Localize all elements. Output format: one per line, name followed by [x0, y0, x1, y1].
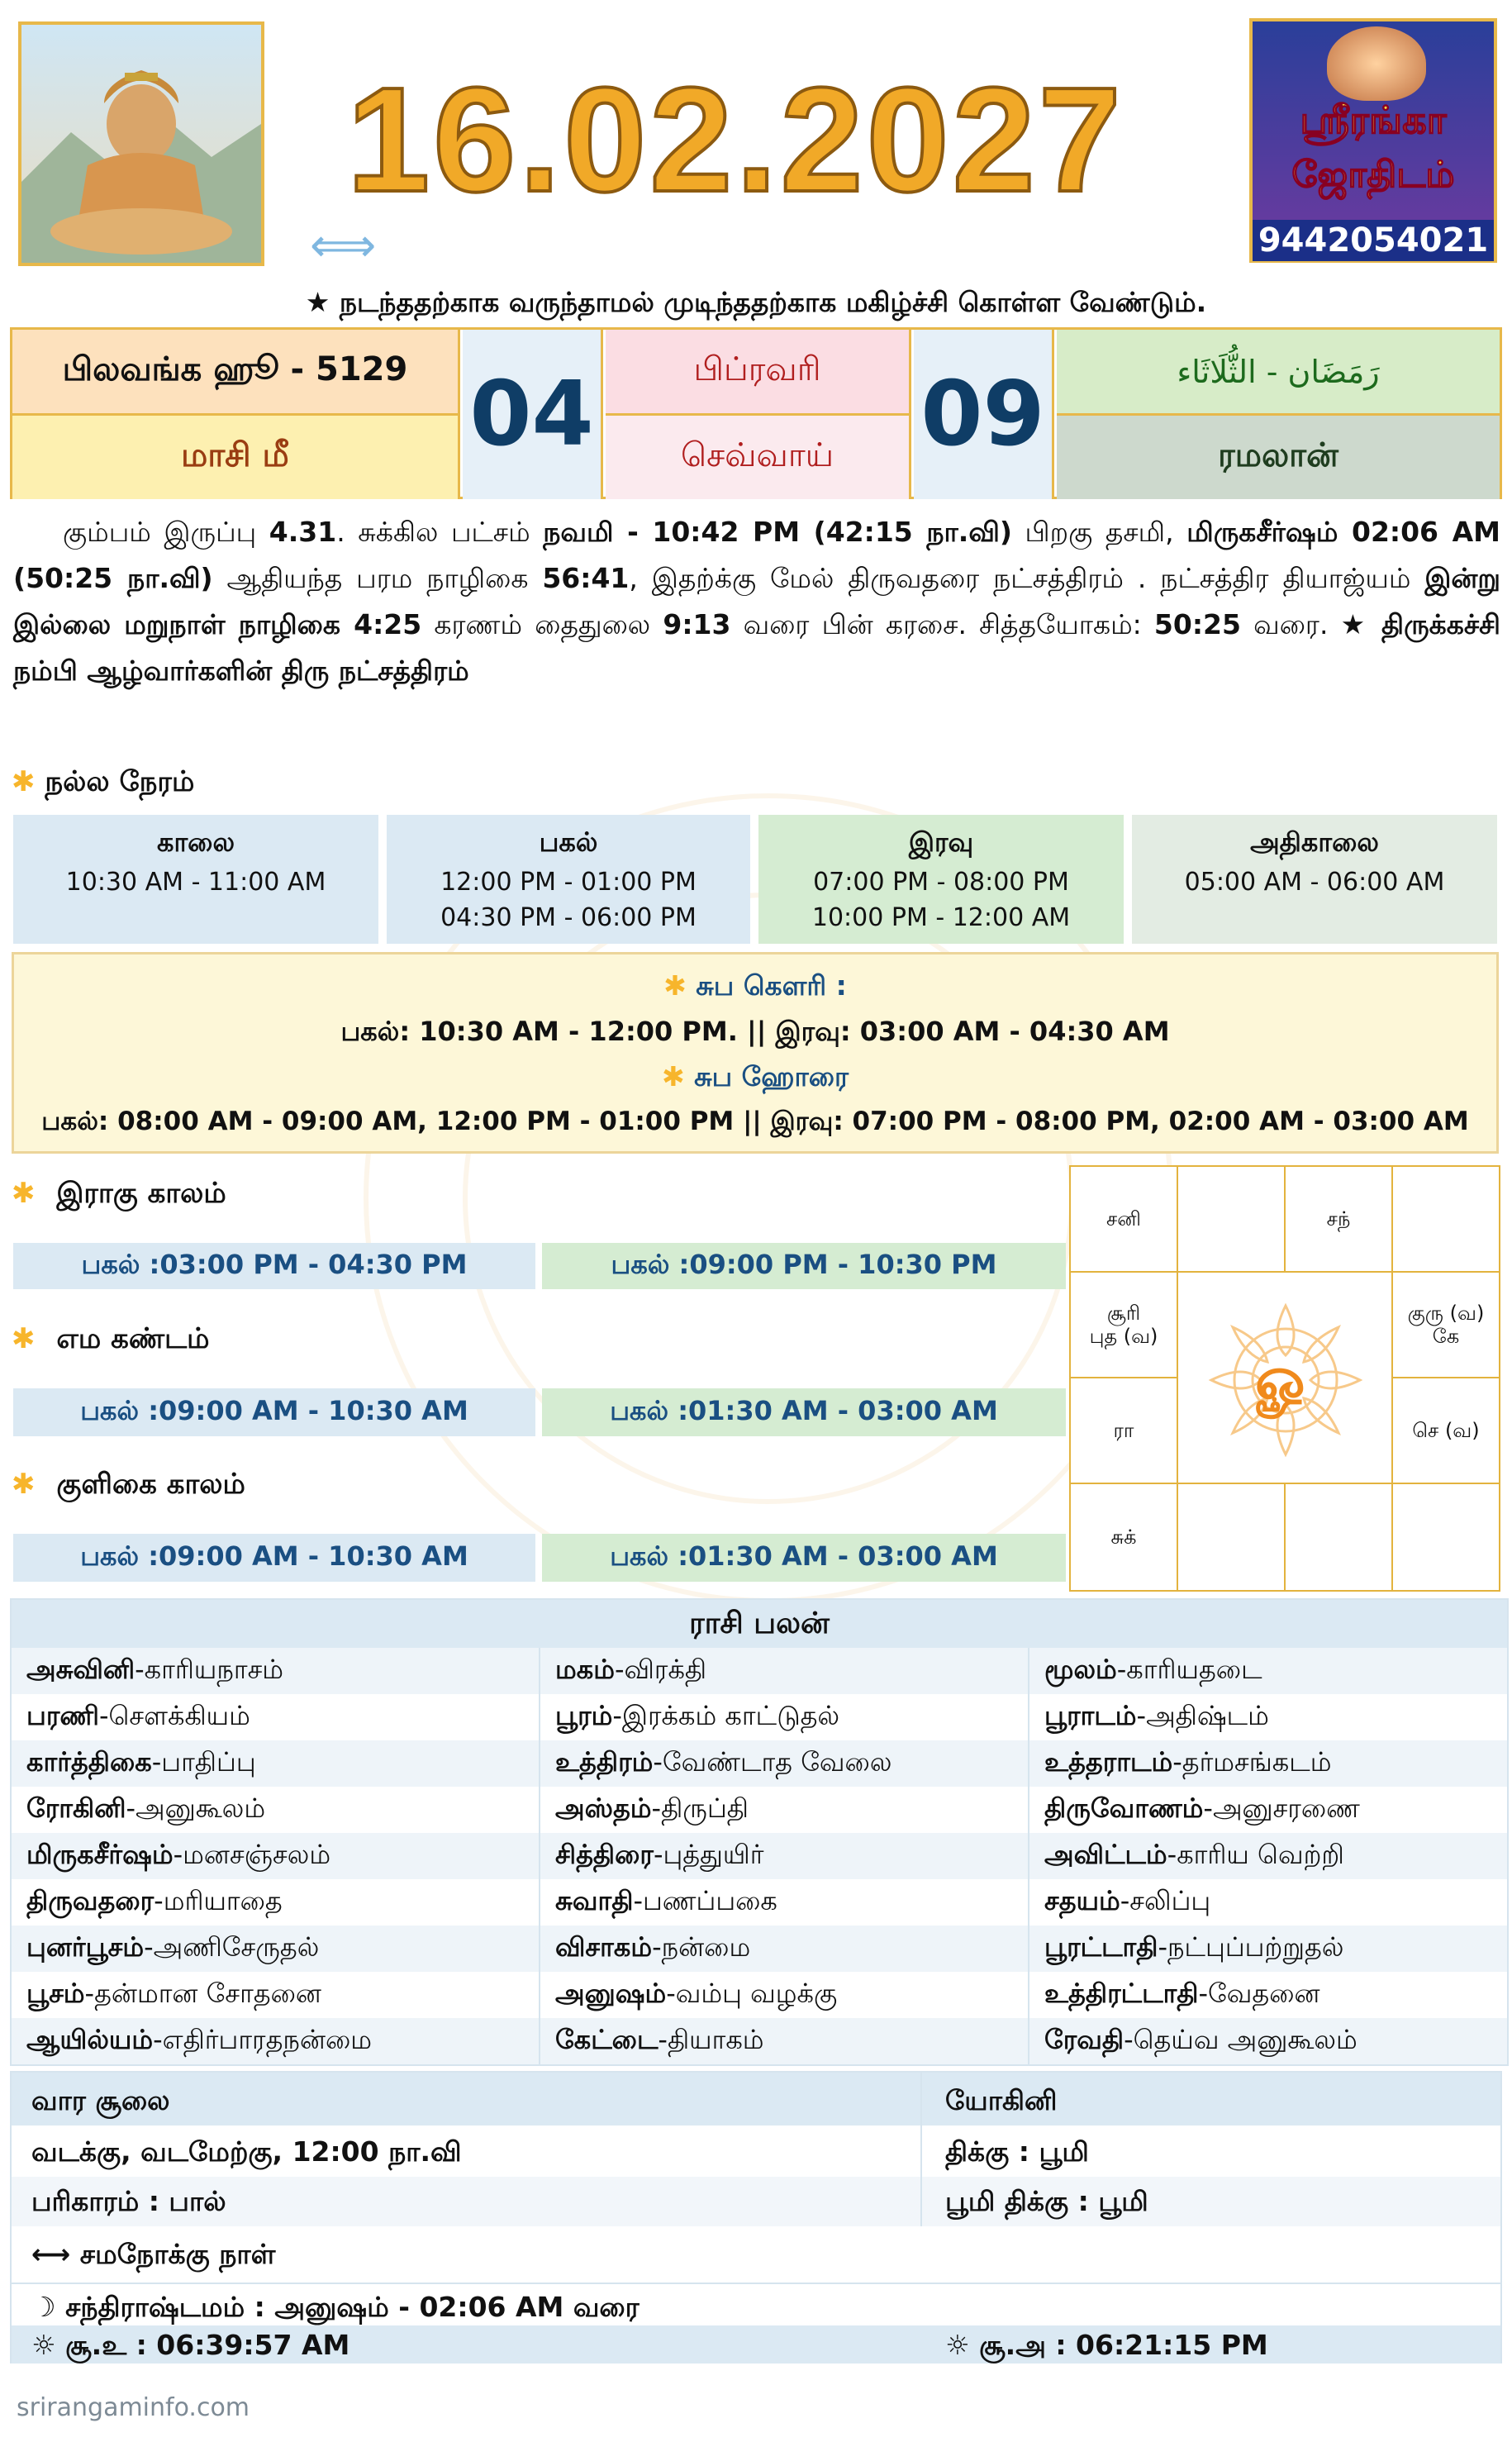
- star-name: அனுஷம்: [555, 1978, 667, 2009]
- islamic-month: ரமலான்: [1057, 416, 1500, 499]
- palan-cell: [1029, 1648, 1507, 1694]
- slot-time: 12:00 PM - 01:00 PM: [440, 868, 697, 897]
- double-arrow-icon: ⟺: [310, 219, 377, 273]
- logo-title: ஸ்ரீரங்கா: [1300, 98, 1447, 142]
- kuligai-night: பகல் :01:30 AM - 03:00 AM: [542, 1534, 1066, 1582]
- star-prediction: -சலிப்பு: [1120, 1885, 1211, 1916]
- star-name: பூரட்டாதி: [1044, 1931, 1158, 1963]
- star-name: கேட்டை: [555, 2024, 659, 2055]
- chart-budha: புத (வ): [1089, 1325, 1158, 1348]
- table-row: [12, 1926, 1507, 1972]
- chart-cell-sani: சனி: [1069, 1165, 1178, 1273]
- english-month: பிப்ரவரி: [606, 330, 911, 416]
- asterisk-icon: ✱: [12, 1468, 36, 1501]
- star-name: ரேவதி: [1044, 2024, 1124, 2055]
- gowri-box: [12, 952, 1499, 1154]
- table-row: [12, 1879, 1507, 1926]
- gowri-heading: [14, 969, 1496, 1006]
- panchangam-bold: மிருகசீர்ஷம் 02:06 AM (50:25 நா.வி): [13, 516, 1501, 594]
- star-name: மிருகசீர்ஷம்: [26, 1839, 174, 1870]
- palan-cell: [540, 1833, 1029, 1879]
- kuligai-label: குளிகை காலம்: [56, 1468, 245, 1501]
- chart-cell-empty: [1284, 1483, 1393, 1592]
- asterisk-icon: ✱: [663, 969, 687, 1002]
- weekday: செவ்வாய்: [606, 416, 911, 499]
- star-name: புனர்பூசம்: [26, 1931, 145, 1963]
- chart-cell-sev: செ (வ): [1391, 1377, 1500, 1484]
- table-row: [12, 2018, 1507, 2064]
- rasi-palan-rows: [12, 1648, 1507, 2064]
- islamic-month-arabic: رَمَضَان - الثُّلَاثَاء: [1057, 330, 1500, 416]
- slot-time: 10:30 AM - 11:00 AM: [65, 868, 326, 897]
- panchangam-bold: 56:41: [542, 562, 630, 594]
- chart-cell-guru-ke: [1391, 1271, 1500, 1378]
- palan-cell: [540, 1787, 1029, 1833]
- english-day: 09: [914, 330, 1054, 499]
- yama-night: பகல் :01:30 AM - 03:00 AM: [542, 1388, 1066, 1436]
- phone-number: 9442054021: [1253, 220, 1494, 261]
- chart-guru: குரு (வ): [1407, 1302, 1485, 1325]
- table-row: [12, 1833, 1507, 1879]
- star-prediction: -வம்பு வழக்கு: [666, 1978, 838, 2009]
- asterisk-icon: ✱: [12, 1322, 36, 1355]
- nalla-neram-label: நல்ல நேரம்: [45, 765, 195, 798]
- om-icon: ௐ: [1255, 1344, 1315, 1413]
- panchangam-bold: 9:13: [663, 608, 731, 640]
- hora-times: பகல்: 08:00 AM - 09:00 AM, 12:00 PM - 01:00 PM || இரவு: 07:00 PM - 08:00 PM, 02:00 AM - 03:00 AM: [41, 1107, 1469, 1136]
- chart-center: [1177, 1271, 1393, 1486]
- star-prediction: -பாதிப்பு: [151, 1746, 256, 1778]
- panchangam-part: , இதற்க்கு மேல் திருவதரை நட்சத்திரம் . நட்சத்திர தியாஜ்யம்: [629, 562, 1425, 594]
- palan-cell: [1029, 1833, 1507, 1879]
- slot-time: 07:00 PM - 08:00 PM: [813, 868, 1069, 897]
- rahu-label: இராகு காலம்: [56, 1177, 226, 1210]
- panchangam-text: [13, 509, 1500, 694]
- star-prediction: -பணப்பகை: [633, 1885, 777, 1916]
- star-name: அசுவினி: [26, 1654, 136, 1685]
- palan-cell: [12, 1833, 540, 1879]
- slot-label: அதிகாலை: [1250, 826, 1379, 858]
- thikku-text: திக்கு : பூமி: [945, 2135, 1089, 2168]
- star-prediction: -எதிர்பாரதநன்மை: [153, 2024, 373, 2055]
- star-name: உத்தராடம்: [1044, 1746, 1173, 1778]
- star-prediction: -அனுகூலம்: [126, 1792, 266, 1824]
- gowri-times: பகல்: 10:30 AM - 12:00 PM. || இரவு: 03:00 AM - 04:30 AM: [340, 1016, 1170, 1047]
- palan-cell: [12, 1694, 540, 1740]
- star-prediction: -மரியாதை: [154, 1885, 283, 1916]
- palan-cell: [540, 2018, 1029, 2064]
- footer-row: [12, 2073, 1500, 2125]
- star-name: கார்த்திகை: [26, 1746, 152, 1778]
- kuligai-day: பகல் :09:00 AM - 10:30 AM: [13, 1534, 535, 1582]
- slot-morning: [13, 815, 378, 944]
- star-name: பூசம்: [26, 1978, 85, 2009]
- gowri-label: சுப கௌரி :: [696, 969, 847, 1002]
- parikaram-text: பரிகாரம் : பால்: [31, 2185, 226, 2217]
- star-prediction: -விரக்தி: [614, 1654, 707, 1685]
- panchangam-part: கும்பம் இருப்பு: [63, 516, 269, 548]
- chart-cell-empty: [1177, 1483, 1286, 1592]
- star-prediction: -வேதனை: [1198, 1978, 1320, 2009]
- slot-time: 10:00 PM - 12:00 AM: [811, 903, 1071, 932]
- yama-label: எம கண்டம்: [56, 1322, 210, 1355]
- star-name: உத்திரம்: [555, 1746, 654, 1778]
- panchangam-part: வரை பின் கரசை. சித்தயோகம்:: [730, 608, 1154, 640]
- slot-label: இரவு: [908, 826, 974, 858]
- palan-cell: [540, 1926, 1029, 1972]
- direction-text: வடக்கு, வடமேற்கு, 12:00 நா.வி: [31, 2135, 462, 2168]
- star-name: மூலம்: [1044, 1654, 1117, 1685]
- saint-image: [18, 21, 264, 266]
- slot-dawn: [1132, 815, 1497, 944]
- slot-label: பகல்: [539, 826, 598, 858]
- panchangam-part: வரை. ★: [1240, 608, 1382, 640]
- star-name: பரணி: [26, 1700, 99, 1731]
- star-name: பூரம்: [555, 1700, 613, 1731]
- tamil-day: 04: [463, 330, 603, 499]
- palan-cell: [1029, 2018, 1507, 2064]
- logo: [1249, 18, 1497, 263]
- chart-cell-empty: [1177, 1165, 1286, 1273]
- star-name: ரோகினி: [26, 1792, 126, 1824]
- star-prediction: -தர்மசங்கடம்: [1172, 1746, 1332, 1778]
- star-prediction: -புத்துயிர்: [653, 1839, 764, 1870]
- yama-heading: [12, 1322, 210, 1359]
- panchangam-bold: 4.31: [269, 516, 337, 548]
- calendar-boxes: [10, 327, 1502, 499]
- table-row: [12, 1648, 1507, 1694]
- star-prediction: -காரியநாசம்: [135, 1654, 284, 1685]
- ganesha-image: [1327, 26, 1426, 101]
- star-prediction: -திருப்தி: [651, 1792, 749, 1824]
- footer-row: [12, 2177, 1500, 2226]
- samanokku-text: ⟷ சமநோக்கு நாள்: [31, 2238, 276, 2270]
- star-prediction: -காரிய வெற்றி: [1167, 1839, 1344, 1870]
- star-prediction: -மனசஞ்சலம்: [173, 1839, 331, 1870]
- star-name: விசாகம்: [555, 1931, 653, 1963]
- star-name: சுவாதி: [555, 1885, 634, 1916]
- chart-cell-suk: சுக்: [1069, 1483, 1178, 1592]
- star-name: உத்திரட்டாதி: [1044, 1978, 1199, 2009]
- star-name: சித்திரை: [555, 1839, 654, 1870]
- palan-cell: [12, 1740, 540, 1787]
- asterisk-icon: ✱: [12, 765, 36, 798]
- palan-cell: [12, 1879, 540, 1926]
- palan-cell: [540, 1740, 1029, 1787]
- chart-suri: சூரி: [1106, 1302, 1141, 1325]
- star-name: அவிட்டம்: [1044, 1839, 1167, 1870]
- star-prediction: -தன்மான சோதனை: [84, 1978, 321, 2009]
- palan-cell: [1029, 1972, 1507, 2018]
- star-prediction: -தியாகம்: [658, 2024, 764, 2055]
- star-name: சதயம்: [1044, 1885, 1120, 1916]
- palan-cell: [1029, 1879, 1507, 1926]
- palan-cell: [1029, 1926, 1507, 1972]
- daily-quote: ★ நடந்ததற்காக வருந்தாமல் முடிந்ததற்காக மகிழ்ச்சி கொள்ள வேண்டும்.: [305, 286, 1207, 318]
- star-prediction: -சௌக்கியம்: [98, 1700, 250, 1731]
- star-prediction: -காரியதடை: [1116, 1654, 1262, 1685]
- palan-cell: [540, 1648, 1029, 1694]
- panchangam-part: ஆதியந்த பரம நாழிகை: [212, 562, 543, 594]
- tamil-year: பிலவங்க ஹூ - 5129: [12, 330, 460, 416]
- kuligai-heading: [12, 1468, 245, 1504]
- chart-cell-ra: ரா: [1069, 1377, 1178, 1484]
- chandrashtamam-text: ☽ சந்திராஷ்டமம் : அனுஷம் - 02:06 AM வரை: [31, 2291, 640, 2323]
- logo-subtitle: ஜோதிடம்: [1291, 154, 1455, 196]
- star-name: மகம்: [555, 1654, 615, 1685]
- slot-night: [758, 815, 1124, 944]
- column-divider: [920, 2073, 922, 2226]
- site-url[interactable]: srirangaminfo.com: [17, 2393, 250, 2422]
- slot-time: 05:00 AM - 06:00 AM: [1184, 868, 1445, 897]
- table-row: [12, 1787, 1507, 1833]
- footer-row: [12, 2283, 1500, 2284]
- palan-cell: [12, 1648, 540, 1694]
- slot-time: 04:30 PM - 06:00 PM: [440, 903, 697, 932]
- chart-cell-empty: [1391, 1483, 1500, 1592]
- table-row: [12, 1694, 1507, 1740]
- star-prediction: -இரக்கம் காட்டுதல்: [612, 1700, 840, 1731]
- nalla-neram-grid: [13, 815, 1497, 944]
- footer-table: [10, 2071, 1502, 2363]
- palan-cell: [1029, 1740, 1507, 1787]
- hora-label: சுப ஹோரை: [694, 1060, 849, 1092]
- boomi-thikku-text: பூமி திக்கு : பூமி: [945, 2185, 1148, 2217]
- star-name: அஸ்தம்: [555, 1792, 652, 1824]
- star-name: பூராடம்: [1044, 1700, 1137, 1731]
- page-date: 16.02.2027: [347, 57, 1124, 223]
- star-prediction: -அணிசேருதல்: [144, 1931, 320, 1963]
- slot-day: [387, 815, 750, 944]
- vaara-soolai-label: வார சூலை: [31, 2084, 170, 2116]
- chart-ke: கே: [1432, 1325, 1460, 1348]
- palan-cell: [1029, 1694, 1507, 1740]
- panchangam-part: . சுக்கில பட்சம்: [336, 516, 544, 548]
- sunrise-text: ☼ சூ.உ : 06:39:57 AM: [31, 2329, 350, 2361]
- panchangam-bold: நவமி - 10:42 PM (42:15 நா.வி): [543, 516, 1012, 548]
- chart-cell-empty: [1391, 1165, 1500, 1273]
- table-row: [12, 1972, 1507, 2018]
- panchangam-part: பிறகு தசமி,: [1011, 516, 1187, 548]
- hora-heading: [14, 1060, 1496, 1097]
- rahu-night: பகல் :09:00 PM - 10:30 PM: [542, 1243, 1066, 1289]
- nalla-neram-heading: [12, 765, 194, 802]
- star-name: திருவோணம்: [1044, 1792, 1204, 1824]
- palan-cell: [12, 1926, 540, 1972]
- table-row: [12, 1740, 1507, 1787]
- chart-cell-suri-budha: [1069, 1271, 1178, 1378]
- palan-cell: [12, 1972, 540, 2018]
- star-name: திருவதரை: [26, 1885, 155, 1916]
- rasi-palan-heading: ராசி பலன்: [12, 1600, 1507, 1648]
- panchangam-bold: திருக்கச்சி நம்பி ஆழ்வார்களின் திரு நட்சத்திரம்: [13, 608, 1500, 687]
- slot-label: காலை: [156, 826, 235, 858]
- panchangam-bold: இன்று இல்லை மறுநாள் நாழிகை 4:25: [13, 562, 1500, 640]
- rahu-day: பகல் :03:00 PM - 04:30 PM: [13, 1243, 535, 1289]
- panchangam-bold: 50:25: [1153, 608, 1241, 640]
- palan-cell: [1029, 1787, 1507, 1833]
- asterisk-icon: ✱: [12, 1177, 36, 1210]
- star-prediction: -அனுசரணை: [1203, 1792, 1360, 1824]
- star-name: ஆயில்யம்: [26, 2024, 154, 2055]
- rasi-palan-table: [10, 1598, 1509, 2066]
- yogini-label: யோகினி: [945, 2084, 1058, 2116]
- star-prediction: -அதிஷ்டம்: [1136, 1700, 1269, 1731]
- star-prediction: -வேண்டாத வேலை: [653, 1746, 892, 1778]
- palan-cell: [540, 1972, 1029, 2018]
- panchangam-part: கரணம் தைதுலை: [421, 608, 663, 640]
- yama-day: பகல் :09:00 AM - 10:30 AM: [13, 1388, 535, 1436]
- star-prediction: -நட்புப்பற்றுதல்: [1158, 1931, 1344, 1963]
- sunset-text: ☼ சூ.அ : 06:21:15 PM: [945, 2329, 1268, 2361]
- rahu-heading: [12, 1177, 226, 1213]
- chart-cell-chan: சந்: [1284, 1165, 1393, 1273]
- asterisk-icon: ✱: [661, 1060, 685, 1092]
- rasi-chart: [1069, 1165, 1500, 1592]
- palan-cell: [12, 1787, 540, 1833]
- star-prediction: -தெய்வ அனுகூலம்: [1124, 2024, 1357, 2055]
- tamil-month: மாசி மீ: [12, 416, 460, 499]
- palan-cell: [12, 2018, 540, 2064]
- star-prediction: -நன்மை: [652, 1931, 751, 1963]
- palan-cell: [540, 1694, 1029, 1740]
- palan-cell: [540, 1879, 1029, 1926]
